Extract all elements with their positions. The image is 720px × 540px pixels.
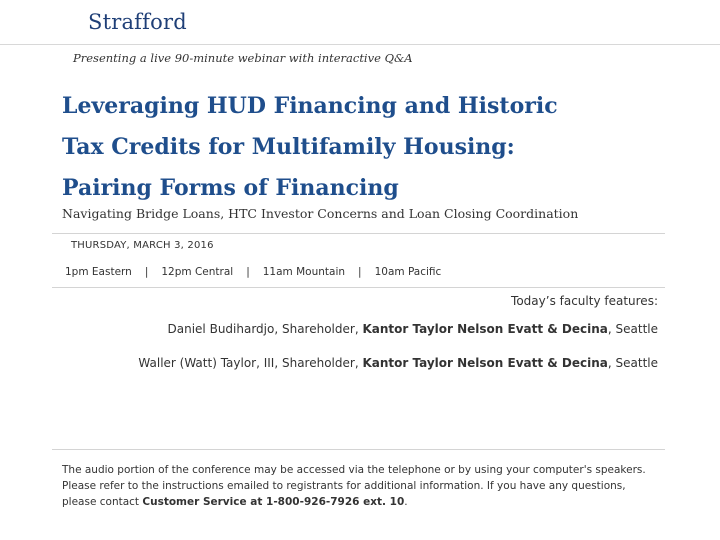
divider-middle [52,287,665,288]
time-eastern: 1pm Eastern [65,266,132,278]
time-mountain: 11am Mountain [262,266,346,278]
webinar-date: THURSDAY, MARCH 3, 2016 [71,240,214,251]
time-separator: | [246,266,250,278]
customer-service-contact: Customer Service at 1-800-926-7926 ext. 10 [142,496,405,508]
speaker-1 [168,322,658,336]
speaker-2 [138,356,658,370]
time-separator: | [358,266,362,278]
title-line-3: Pairing Forms of Financing [62,175,399,201]
time-separator: | [144,266,149,278]
title-line-2: Tax Credits for Multifamily Housing: [62,134,515,160]
strafford-logo: Strafford [88,10,187,34]
webinar-subtitle: Navigating Bridge Loans, HTC Investor Concerns and Loan Closing Coordination [62,206,579,221]
speaker-name-title: Daniel Budihardjo, Shareholder, [167,322,363,336]
speaker-city: , Seattle [607,322,658,336]
speaker-city: , Seattle [607,356,658,370]
speaker-name-title: Waller (Watt) Taylor, III, Shareholder, [138,356,363,370]
speaker-firm: Kantor Taylor Nelson Evatt & Decina [362,322,608,336]
divider-top [52,233,665,234]
webinar-tagline: Presenting a live 90-minute webinar with interactive Q&A [73,51,413,65]
title-line-1: Leveraging HUD Financing and Historic [62,93,558,119]
footer-end: . [404,496,408,508]
divider-bottom [52,449,665,450]
faculty-heading: Today’s faculty features: [511,294,658,308]
speaker-firm: Kantor Taylor Nelson Evatt & Decina [362,356,608,370]
time-central: 12pm Central [161,266,234,278]
webinar-title [62,86,662,209]
webinar-times [65,266,441,278]
footer-text: The audio portion of the conference may be accessed via the telephone or by using your computer's speakers. Please refer to the instructions emailed to registrants for additional information. If you have any questions, please contact [62,464,646,508]
audio-instructions [62,462,662,510]
header-divider [0,44,720,45]
time-pacific: 10am Pacific [374,266,442,278]
